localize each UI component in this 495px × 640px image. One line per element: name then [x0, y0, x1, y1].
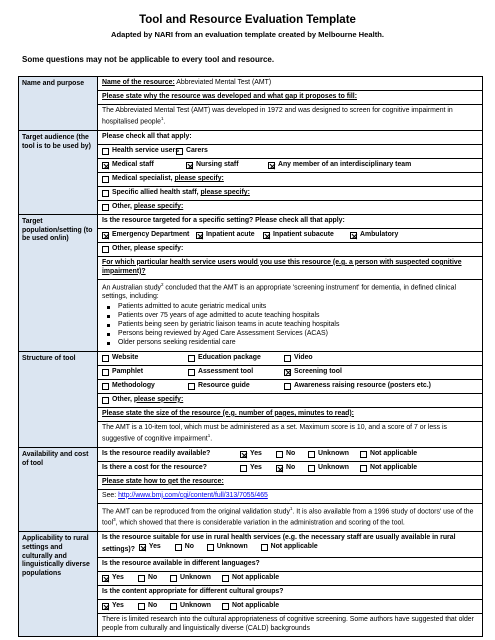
checkbox-checked[interactable] [268, 162, 275, 169]
reproduction-text: The AMT can be reproduced from the original validation study [102, 508, 290, 516]
avail-yes[interactable]: Yes [240, 450, 276, 459]
languages-unknown[interactable]: Unknown [170, 574, 222, 583]
cultural-text: There is limited research into the cultural appropriateness of cognitive screening. Some authors have suggested that older people from culturally and linguistically diverse (CALD) backgrounds [102, 616, 474, 633]
list-item: Persons being reviewed by Aged Care Assessment Services (ACAS) [102, 330, 478, 339]
name-label: Name of the resource: [102, 79, 175, 86]
list-item: Patients admitted to acute geriatric medical units [102, 303, 478, 312]
checkbox[interactable] [102, 369, 109, 376]
option-education-package[interactable]: Education package [188, 354, 284, 363]
row-name-purpose: Name and purpose Name of the resource: Abbreviated Mental Test (AMT) Please state why the resource was developed and what gap it proposes to fill: The Abbreviated Mental Test (AMT) was developed in 1972 and was designed to screen for cognitive impairment in hospitalised people$^1$. [19, 77, 483, 131]
checkbox[interactable] [284, 383, 291, 390]
option-health-service-users[interactable]: Health service users [102, 147, 176, 156]
evaluation-table [18, 76, 483, 637]
document-subtitle: Adapted by NARI from an evaluation template created by Melbourne Health. [110, 30, 384, 39]
checkbox[interactable] [188, 355, 195, 362]
cost-not-applicable[interactable]: Not applicable [360, 464, 417, 473]
cost-yes[interactable]: Yes [240, 464, 276, 473]
option-inpatient-acute[interactable]: Inpatient acute [196, 231, 263, 240]
checkbox[interactable] [240, 465, 247, 472]
checkbox[interactable] [102, 204, 109, 211]
settings-list [102, 303, 478, 348]
why-question: Please state why the resource was developed and what gap it proposes to fill: [98, 91, 482, 105]
why-answer: The Abbreviated Mental Test (AMT) was developed in 1972 and was designed to screen for cognitive impairment in hospitalised people [102, 106, 453, 126]
languages-question: Is the resource available in different languages? [98, 558, 482, 572]
rural-no[interactable]: No [175, 543, 205, 552]
checkbox[interactable] [175, 544, 182, 551]
languages-no[interactable]: No [138, 574, 170, 583]
checkbox[interactable] [207, 544, 214, 551]
checkbox[interactable] [102, 355, 109, 362]
checkbox-checked[interactable] [350, 232, 357, 239]
option-nursing-staff[interactable]: Nursing staff [186, 161, 268, 170]
checkbox-checked[interactable] [102, 232, 109, 239]
avail-no[interactable]: No [276, 450, 308, 459]
checkbox[interactable] [360, 465, 367, 472]
checkbox[interactable] [138, 603, 145, 610]
checkbox[interactable] [284, 355, 291, 362]
cultural-no[interactable]: No [138, 602, 170, 611]
cultural-question: Is the content appropriate for different cultural groups? [98, 586, 482, 600]
checkbox[interactable] [222, 603, 229, 610]
option-setting-other[interactable]: Other, please specify: [102, 245, 183, 254]
rural-yes[interactable]: Yes [139, 543, 173, 552]
checkbox[interactable] [170, 575, 177, 582]
languages-not-applicable[interactable]: Not applicable [222, 574, 279, 583]
setting-question: Is the resource targeted for a specific setting? Please check all that apply: [98, 215, 482, 229]
cultural-unknown[interactable]: Unknown [170, 602, 222, 611]
option-ambulatory[interactable]: Ambulatory [350, 231, 398, 240]
option-interdisciplinary-team[interactable]: Any member of an interdisciplinary team [268, 161, 411, 170]
checkbox-checked[interactable] [139, 544, 146, 551]
row-target-audience [19, 131, 483, 215]
option-medical-staff[interactable]: Medical staff [102, 161, 186, 170]
label-target-setting: Target population/setting (to be used on/in) [19, 214, 98, 351]
resource-link[interactable]: http://www.bmj.com/cgi/content/full/313/7055/465 [118, 491, 268, 499]
avail-not-applicable[interactable]: Not applicable [360, 450, 417, 459]
label-name-purpose: Name and purpose [19, 77, 98, 131]
checkbox[interactable] [261, 544, 268, 551]
checkbox[interactable] [170, 603, 177, 610]
rural-not-applicable[interactable]: Not applicable [261, 543, 318, 552]
checkbox-checked[interactable] [240, 451, 247, 458]
checkbox[interactable] [188, 369, 195, 376]
size-question: Please state the size of the resource (e.g. number of pages, minutes to read): [98, 408, 482, 422]
how-question: Please state how to get the resource: [98, 476, 482, 490]
applicability-note: Some questions may not be applicable to every tool and resource. [22, 55, 275, 64]
list-item: Patients over 75 years of age admitted to acute teaching hospitals [102, 312, 478, 321]
option-other[interactable]: Other, please specify: [102, 203, 183, 212]
option-pamphlet[interactable]: Pamphlet [102, 368, 188, 377]
cost-no[interactable]: No [276, 464, 308, 473]
option-awareness-raising[interactable]: Awareness raising resource (posters etc.) [284, 382, 431, 391]
row-availability: Availability and cost of tool Is the resource readily available? Yes No Unknown Not applicable Is there a cost for the resource? Yes No Unknown Not applicable Please state how to get the resource: See: http://www.bmj.com/cgi/content/full/313/7055/465 The AMT can be reproduced from the original validation study$^1$. It is also available from a 1996 study of doctors' use of the tool$^3$, which showed that there is considerable variation in the administration and scoring of the tool. [19, 447, 483, 531]
row-target-setting: Target population/setting (to be used on/in) Is the resource targeted for a specific setting? Please check all that apply: Emergency Department Inpatient acute Inpatient subacute Ambulatory Other, please specify: For which particular health service users would you use this resource (e.g. a person with suspected cognitive impairment)? An Australian study$^2$ concluded that the AMT is an appropriate 'screening instrument' for dementia, in defined clinical settings, including: Patients admitted to acute geriatric medical units Patients over 75 years of age admitted to acute teaching hospitals Patients being seen by geriatric liaison teams in acute teaching hospitals Persons being reviewed by Aged Care Assessment Services (ACAS) Older persons seeking residential care [19, 214, 483, 351]
checkbox[interactable] [138, 575, 145, 582]
population-question: For which particular health service users would you use this resource (e.g. a person with suspected cognitive impairment)? [98, 257, 482, 280]
row-rural [19, 532, 483, 637]
checkbox-checked[interactable] [186, 162, 193, 169]
rural-question: Is the resource suitable for use in rural health services (e.g. the necessary staff are usually available in rural settings)? [102, 534, 456, 554]
option-methodology[interactable]: Methodology [102, 382, 188, 391]
checkbox[interactable] [222, 575, 229, 582]
checkbox[interactable] [308, 451, 315, 458]
cost-unknown[interactable]: Unknown [308, 464, 360, 473]
checkbox-checked[interactable] [276, 465, 283, 472]
option-video[interactable]: Video [284, 354, 313, 363]
checkbox[interactable] [188, 383, 195, 390]
checkbox[interactable] [360, 451, 367, 458]
option-emergency[interactable]: Emergency Department [102, 231, 196, 240]
option-resource-guide[interactable]: Resource guide [188, 382, 284, 391]
option-carers[interactable]: Carers [176, 147, 208, 156]
cultural-not-applicable[interactable]: Not applicable [222, 602, 279, 611]
list-item: Patients being seen by geriatric liaison teams in acute teaching hospitals [102, 321, 478, 330]
checkbox[interactable] [308, 465, 315, 472]
checkbox-checked[interactable] [196, 232, 203, 239]
cultural-yes[interactable]: Yes [102, 602, 138, 611]
option-allied-health[interactable]: Specific allied health staff, please specify: [102, 189, 250, 198]
population-answer: An Australian study [102, 284, 161, 292]
size-answer: The AMT is a 10-item tool, which must be administered as a set. Maximum score is 10, and a score of 7 or less is suggestive of cognitive impairment [102, 423, 447, 443]
list-item: Older persons seeking residential care [102, 339, 478, 348]
checkbox-checked[interactable] [102, 162, 109, 169]
label-target-audience: Target audience (the tool is to be used by) [19, 131, 98, 215]
document-title: Tool and Resource Evaluation Template [139, 14, 356, 26]
option-structure-other[interactable]: Other, please specify: [102, 396, 183, 405]
checkbox-checked[interactable] [284, 369, 291, 376]
checkbox[interactable] [102, 148, 109, 155]
name-value: Abbreviated Mental Test (AMT) [174, 79, 272, 86]
languages-yes[interactable]: Yes [102, 574, 138, 583]
option-screening-tool[interactable]: Screening tool [284, 368, 342, 377]
checkbox-checked[interactable] [102, 575, 109, 582]
rural-unknown[interactable]: Unknown [207, 543, 259, 552]
option-inpatient-subacute[interactable]: Inpatient subacute [263, 231, 350, 240]
row-structure: Structure of tool Website Education package Video Pamphlet Assessment tool Screening tool Methodology Resource guide Awareness raising resource (posters etc.) Other, please specify: Please state the size of the resource (e.g. number of pages, minutes to read): The AMT is a 10-item tool, which must be administered as a set. Maximum score is 10, and a score of 7 or less is suggestive of cognitive impairment$^1$. [19, 351, 483, 447]
checkbox[interactable] [102, 383, 109, 390]
checkbox-checked[interactable] [102, 603, 109, 610]
checkbox[interactable] [176, 148, 183, 155]
checkbox[interactable] [102, 190, 109, 197]
audience-question: Please check all that apply: [98, 131, 482, 145]
avail-unknown[interactable]: Unknown [308, 450, 360, 459]
label-structure: Structure of tool [19, 351, 98, 447]
checkbox[interactable] [102, 176, 109, 183]
label-rural: Applicability to rural settings and culturally and linguistically diverse populations [19, 532, 98, 637]
checkbox-checked[interactable] [263, 232, 270, 239]
label-availability: Availability and cost of tool [19, 447, 98, 531]
option-website[interactable]: Website [102, 354, 188, 363]
checkbox[interactable] [102, 246, 109, 253]
checkbox[interactable] [102, 397, 109, 404]
availability-question: Is the resource readily available? [102, 449, 211, 457]
option-medical-specialist[interactable]: Medical specialist, please specify: [102, 175, 224, 184]
option-assessment-tool[interactable]: Assessment tool [188, 368, 284, 377]
cost-question: Is there a cost for the resource? [102, 463, 207, 471]
checkbox[interactable] [276, 451, 283, 458]
